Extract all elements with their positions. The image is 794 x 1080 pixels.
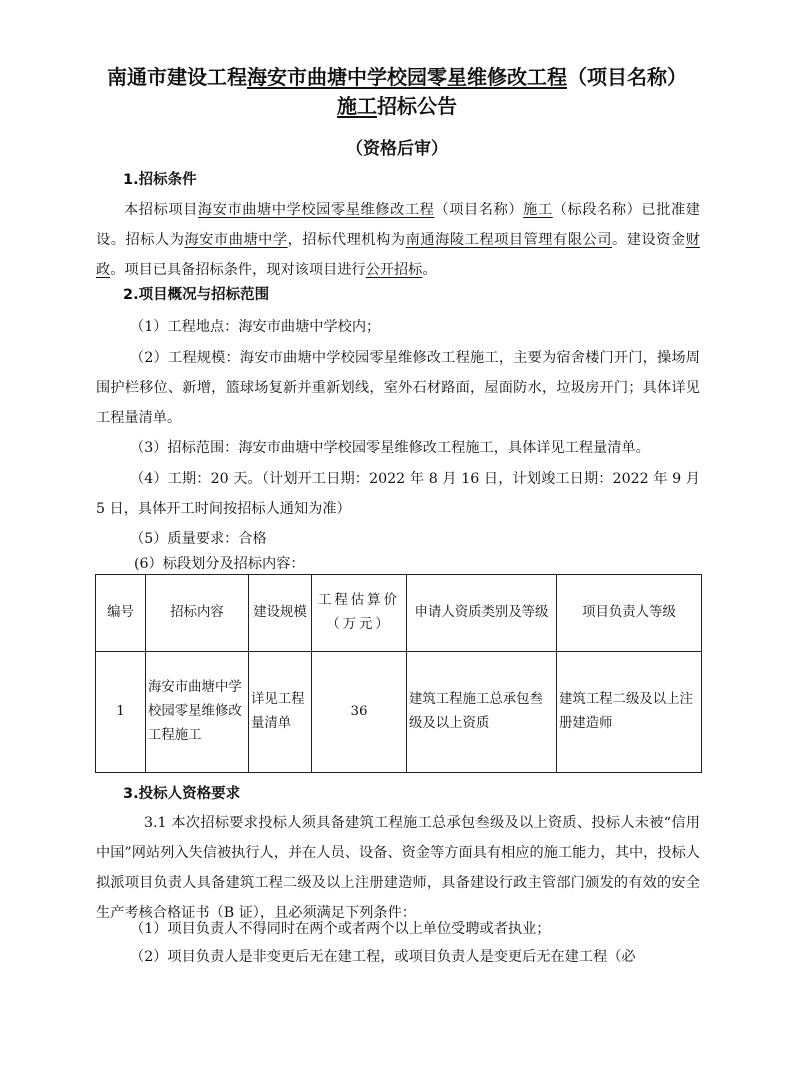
- section2-heading: 2.项目概况与招标范围: [123, 287, 270, 303]
- table-cell: 建筑工程施工总承包叁级及以上资质: [407, 652, 557, 773]
- section2-item3: （3）招标范围：海安市曲塘中学校园零星维修改工程施工，具体详见工程量清单。: [130, 440, 650, 456]
- title-project-name: 海安市曲塘中学校园零星维修改工程: [247, 65, 567, 89]
- section2-item2: （2）工程规模：海安市曲塘中学校园零星维修改工程施工，主要为宿舍楼门开门，操场周围护栏移位、新增，篮球场复新并重新划线，室外石材路面，屋面防水，垃圾房开门；具体详见工程量清单。: [96, 350, 700, 426]
- table-cell: 详见工程量清单: [249, 652, 312, 773]
- notice-title-line1: 南通市建设工程海安市曲塘中学校园零星维修改工程（项目名称）: [107, 65, 687, 89]
- section2-item5: （5）质量要求：合格: [130, 531, 267, 547]
- table-header-row: [96, 575, 702, 652]
- table-header-cell: 建设规模: [249, 575, 312, 652]
- table-row: [96, 652, 702, 773]
- section2-item6: (6）标段划分及招标内容：: [134, 556, 305, 572]
- table-cell: 海安市曲塘中学校园零星维修改工程施工: [146, 652, 249, 773]
- title-section-name: 施工: [337, 94, 377, 118]
- notice-subtitle: （资格后审）: [346, 139, 448, 159]
- tender-table: [95, 574, 702, 773]
- table-header-cell: 招标内容: [146, 575, 249, 652]
- table-header-cell: 申请人资质类别及等级: [407, 575, 557, 652]
- table-header-cell: 编号: [96, 575, 146, 652]
- table-cell: 36: [312, 652, 407, 773]
- section1-paragraph: 本招标项目海安市曲塘中学校园零星维修改工程（项目名称）施工（标段名称）已批准建设。招标人为海安市曲塘中学，招标代理机构为南通海陵工程项目管理有限公司。建设资金财政。项目已具备招标条件，现对该项目进行公开招标。: [96, 202, 700, 278]
- section2-item4: （4）工期：20 天。（计划开工日期：2022 年 8 月 16 日，计划竣工日期：2022 年 9 月 5 日，具体开工时间按招标人通知为准）: [96, 471, 700, 517]
- section2-item1: （1）工程地点：海安市曲塘中学校内；: [130, 319, 381, 335]
- section3-heading: 3.投标人资格要求: [123, 786, 241, 802]
- table-cell: 1: [96, 652, 146, 773]
- section3-condition1: （1）项目负责人不得同时在两个或者两个以上单位受聘或者执业；: [130, 921, 551, 937]
- table-cell: 建筑工程二级及以上注册建造师: [557, 652, 702, 773]
- section3-paragraph-3-1: 3.1 本次招标要求投标人须具备建筑工程施工总承包叁级及以上资质、投标人未被“信用中国”网站列入失信被执行人，并在人员、设备、资金等方面具有相应的施工能力，其中，投标人拟派项目负责人具备建筑工程二级及以上注册建造师，具备建设行政主管部门颁发的有效的安全生产考核合格证书（B 证），且必须满足下列条件：: [96, 815, 700, 921]
- table-header-cell: 项目负责人等级: [557, 575, 702, 652]
- section1-heading: 1.招标条件: [123, 172, 197, 188]
- table-header-cell: 工程估算价（万元）: [312, 575, 407, 652]
- section3-condition2: （2）项目负责人是非变更后无在建工程，或项目负责人是变更后无在建工程（必: [130, 949, 636, 965]
- notice-title-line2: 施工招标公告: [337, 94, 457, 118]
